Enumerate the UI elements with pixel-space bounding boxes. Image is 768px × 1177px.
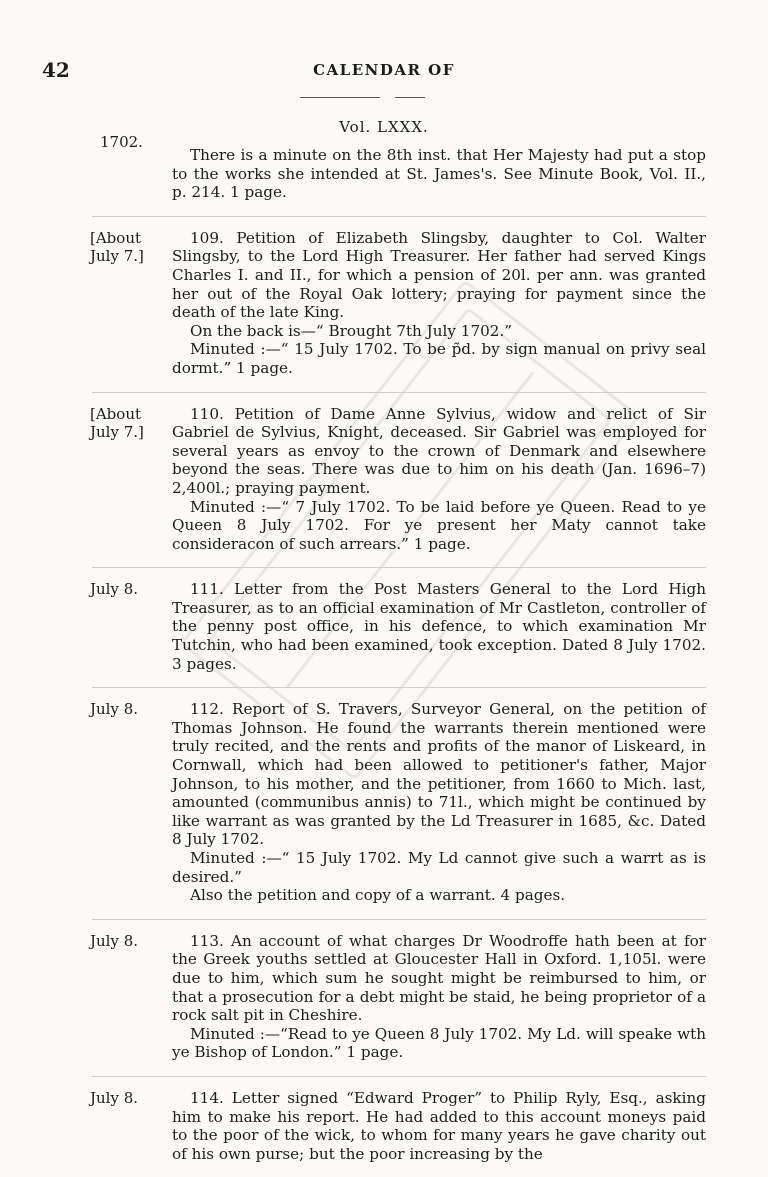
entry-paragraph: 111. Letter from the Post Masters General to the Lord High Treasurer, as to an official examination of Mr Castleton, controller of the penny post office, in his defence, to which examination Mr Tutchin, who had been examined, took exception. Dated 8 July 1702. 3 pages.	[172, 580, 706, 673]
entry-paragraph: On the back is—“ Brought 7th July 1702.”	[190, 321, 513, 340]
entry-divider	[92, 919, 706, 920]
entry-date: July 8.	[90, 580, 139, 599]
volume-heading: Vol. LXXX.	[339, 118, 429, 136]
page-number: 42	[42, 58, 70, 82]
entry-113	[90, 931, 706, 1062]
entry-paragraph: Also the petition and copy of a warrant. 4 pages.	[190, 886, 566, 905]
entry-divider	[92, 567, 706, 568]
entry-109	[90, 228, 706, 378]
entry-date: July 8.	[90, 931, 139, 950]
calendar-body	[90, 146, 706, 1177]
entry-divider	[92, 392, 706, 393]
entry-minute: Minuted :—“ 15 July 1702. My Ld cannot give such a warrt as is desired.”	[172, 849, 706, 886]
entry-paragraph: 110. Petition of Dame Anne Sylvius, widow and relict of Sir Gabriel de Sylvius, Knight, deceased. Sir Gabriel was employed for several years as envoy to the crown of Denmark and elsewhere beyond the seas. There was due to him on his death (Jan. 1696–7) 2,400l.; praying payment.	[172, 404, 706, 497]
header-rule	[300, 97, 380, 98]
entry-112	[90, 700, 706, 905]
entry-minute-note	[172, 146, 706, 202]
entry-date: [About July 7.]	[90, 228, 144, 266]
entry-110	[90, 404, 706, 554]
year-label: 1702.	[100, 133, 143, 151]
entry-date: [About July 7.]	[90, 404, 144, 442]
entry-minute: Minuted :—“ 7 July 1702. To be laid before ye Queen. Read to ye Queen 8 July 1702. For ye present her Maty cannot take consideracon of such arrears.” 1 page.	[172, 497, 706, 553]
header-rule-short	[395, 97, 425, 98]
entry-date: July 8.	[90, 1088, 139, 1107]
entry-minute: Minuted :—“ 15 July 1702. To be p̃d. by sign manual on privy seal dormt.” 1 page.	[172, 340, 706, 377]
entry-paragraph: 113. An account of what charges Dr Woodroffe hath been at for the Greek youths settled at Gloucester Hall in Oxford. 1,105l. were due to him, which sum he sought might be reimbursed to him, or that a prosecution for a debt might be staid, he being proprietor of a rock salt pit in Cheshire.	[172, 931, 706, 1025]
entry-date: July 8.	[90, 700, 139, 719]
running-title: CALENDAR OF	[313, 61, 455, 79]
entry-paragraph: 114. Letter signed “Edward Proger” to Philip Ryly, Esq., asking him to make his report. He had added to this account moneys paid to the poor of the wick, to whom for many years he gave charity out of his own purse; but the poor increasing by the	[172, 1088, 706, 1163]
entry-paragraph: 109. Petition of Elizabeth Slingsby, daughter to Col. Walter Slingsby, to the Lord High Treasurer. Her father had served Kings Charles I. and II., for which a pension of 20l. per ann. was granted her out of the Royal Oak lottery; praying for payment since the death of the late King.	[172, 228, 706, 322]
entry-paragraph: There is a minute on the 8th inst. that Her Majesty had put a stop to the works she intended at St. James's. See Minute Book, Vol. II., p. 214. 1 page.	[172, 146, 706, 202]
entry-114	[90, 1088, 706, 1163]
entry-111	[90, 580, 706, 673]
entry-divider	[92, 1076, 706, 1077]
entry-divider	[92, 216, 706, 217]
entry-minute: Minuted :—“Read to ye Queen 8 July 1702. My Ld. will speake wth ye Bishop of London.” 1 page.	[172, 1024, 706, 1062]
entry-divider	[92, 687, 706, 688]
entry-paragraph: 112. Report of S. Travers, Surveyor General, on the petition of Thomas Johnson. He found the warrants therein mentioned were truly recited, and the rents and profits of the manor of Liskeard, in Cornwall, which had been allowed to petitioner's father, Major Johnson, to his mother, and the petitioner, from 1660 to Mich. last, amounted (communibus annis) to 71l., which might be continued by like warrant as was granted by the Ld Treasurer in 1685, &c. Dated 8 July 1702.	[172, 700, 706, 849]
